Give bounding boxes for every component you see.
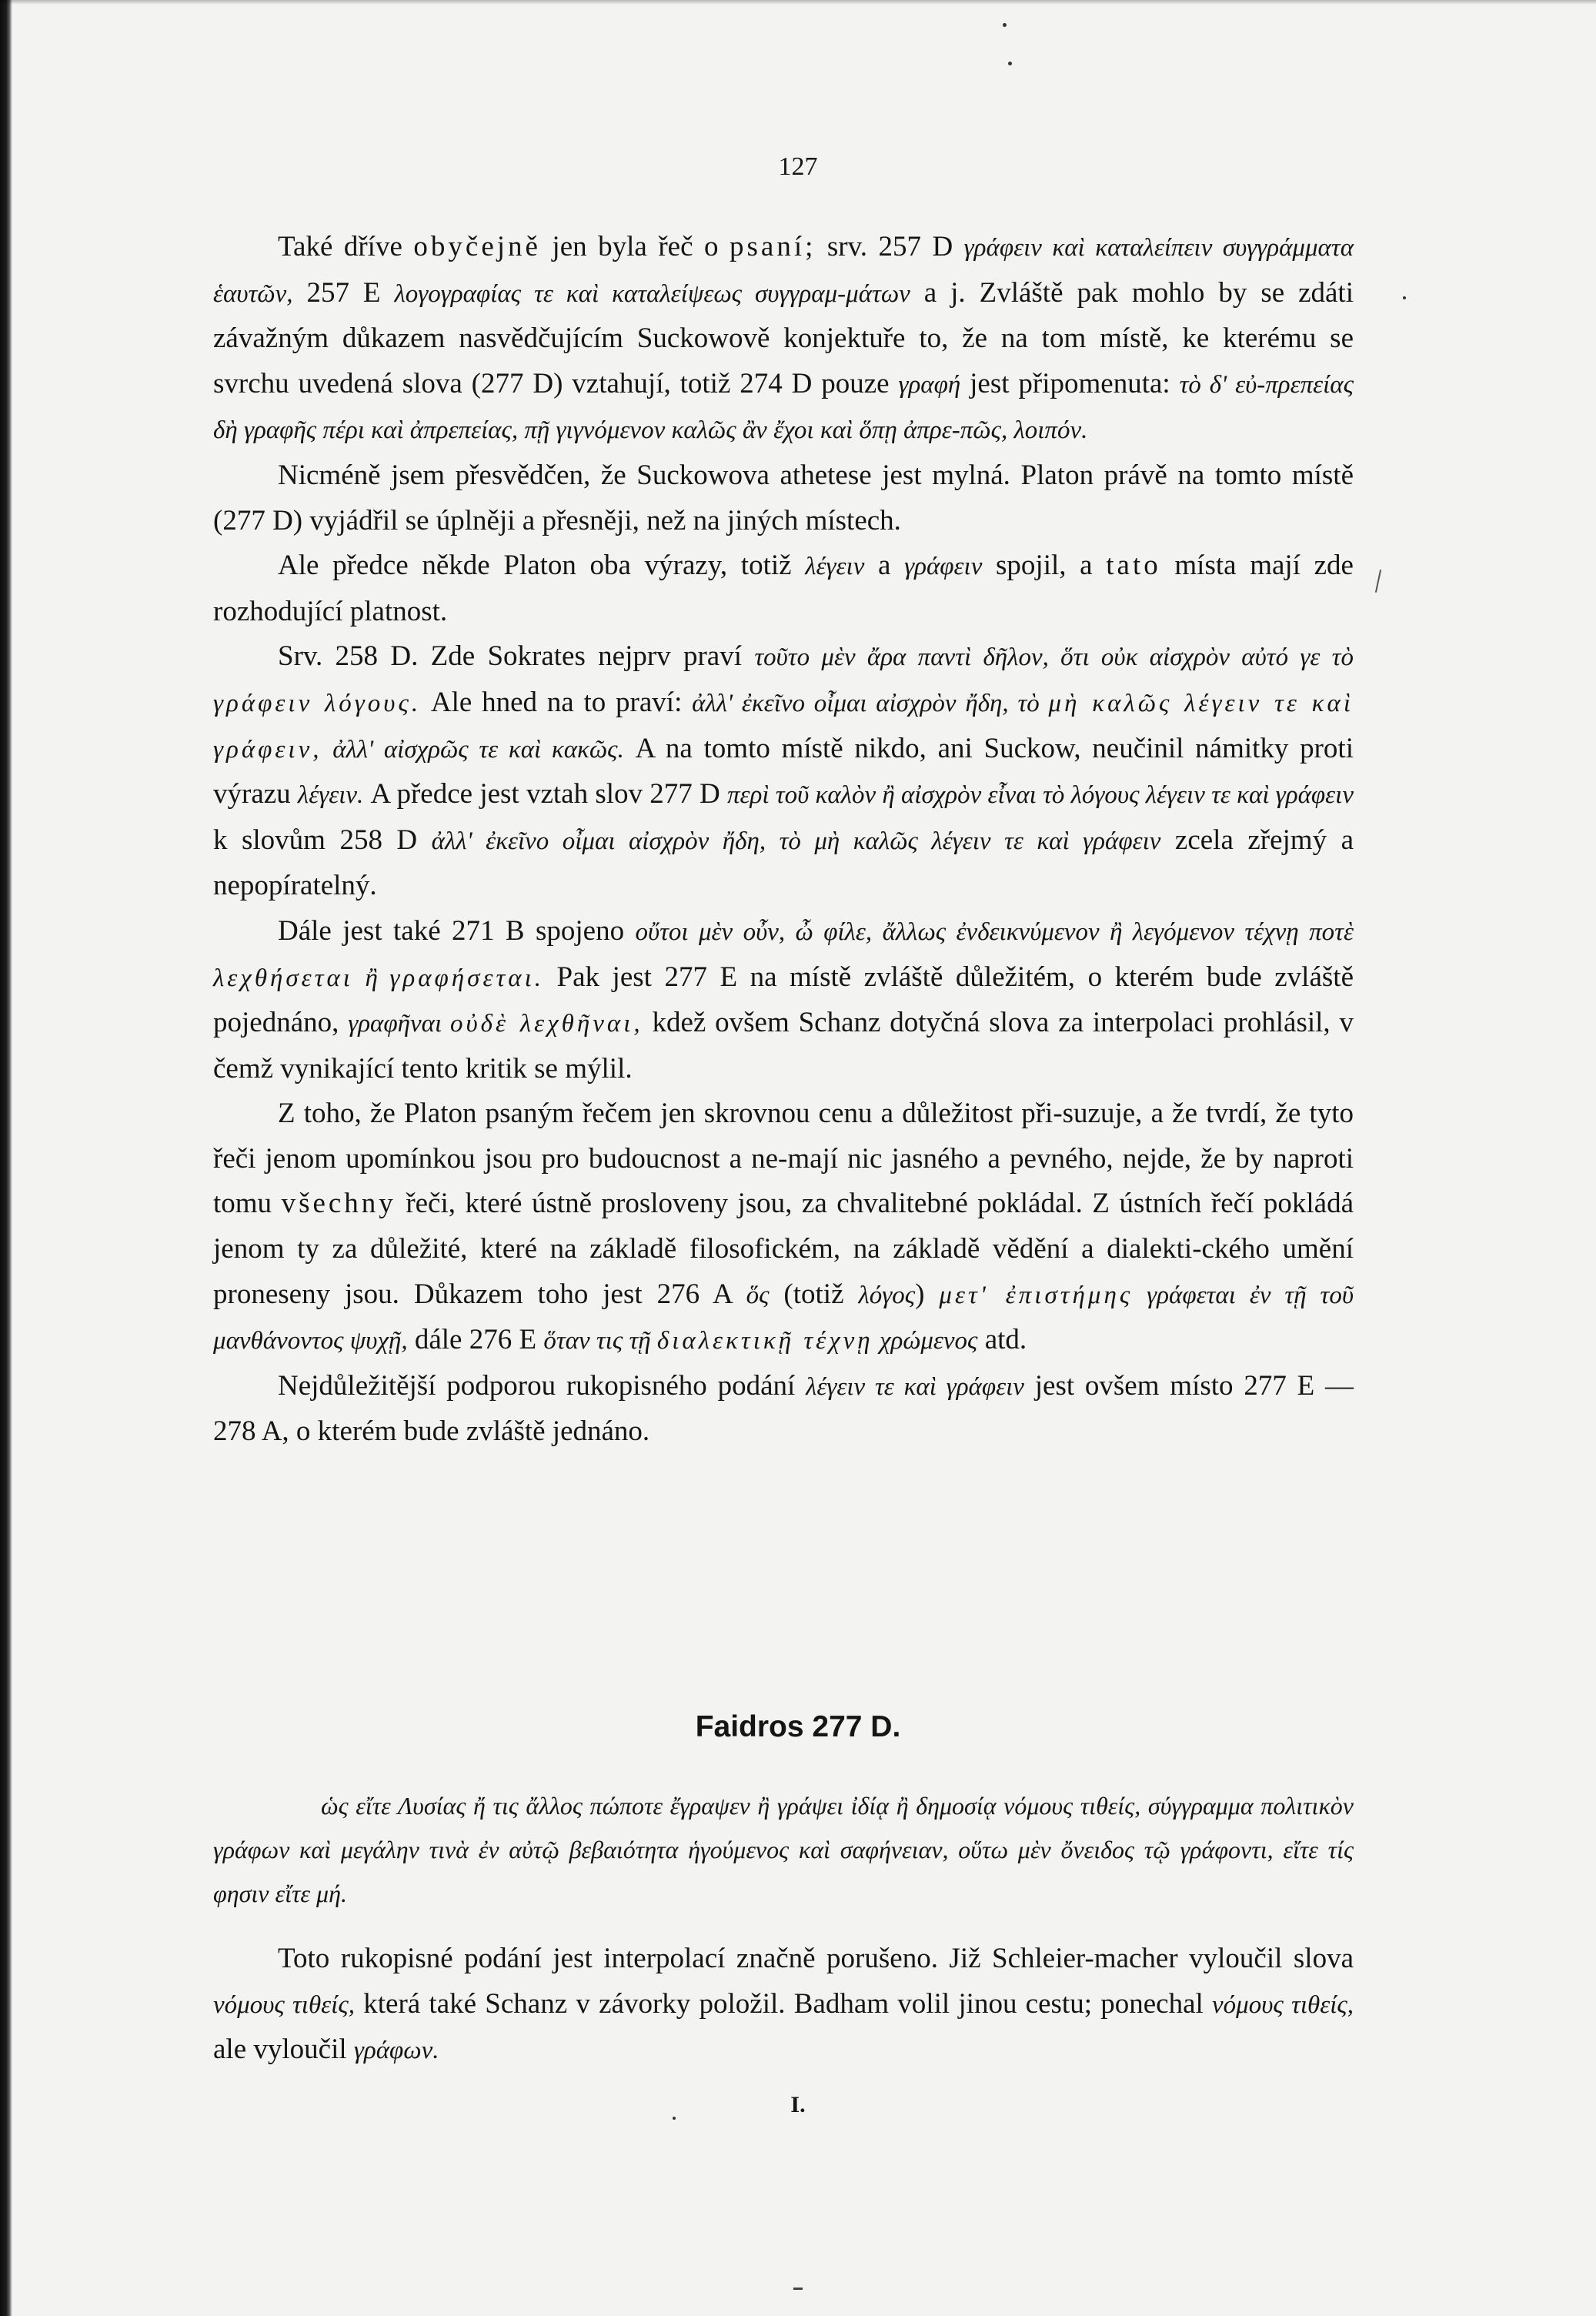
text-run: jest připomenuta: [960,367,1180,399]
page-number: 127 [778,152,818,181]
text-run: a j. Zvláště pak mohlo by se zdáti závažným důkazem nasvědčujícím Suckowově konjektuře to, že na tom místě, ke kterému se svrchu uvedená slova (277 D) vztahují, totiž 274 D pouze [213,276,1354,399]
greek-phrase: νόμους τιθείς, [1212,1990,1354,2019]
text-run: Toto rukopisné podání jest interpolací značně porušeno. Již Schleier-macher vyloučil slova [278,1943,1354,1974]
scan-dash-mark [793,2288,803,2290]
text-run: Ale předce někde Platon oba výrazy, totiž [278,550,806,582]
text-run: Nicméně jsem přesvědčen, že Suckowova athetese jest mylná. Platon právě na tomto místě (277 D) vyjádřil se úplněji a přesněji, než na jiných místech. [213,459,1354,536]
text-run: 257 E [292,276,395,309]
text-run: jest ovšem místo 277 E — 278 A, o kterém bude zvláště jednáno. [213,1369,1354,1448]
text-run: která také Schanz v závorky položil. Badham volil jinou cestu; ponechal [355,1987,1213,2020]
scan-speck [1008,62,1012,65]
text-run: A předce jest vztah slov 277 D [363,778,727,810]
greek-phrase: τὸ δ' εὐ-πρεπείας δὴ γραφῆς πέρι καὶ ἀπρεπείας, πῇ γιγνόμενον καλῶς ἂν ἔχοι καὶ ὅπῃ ἀπρε-πῶς, λοιπόν. [213,370,1354,445]
text-run: Srv. 258 D. Zde Sokrates nejprv praví [278,640,755,673]
greek-phrase: λόγος [858,1281,916,1309]
text-run: tato [1106,550,1161,582]
text-run: k slovům 258 D [213,824,432,856]
greek-phrase: λογογραφίας τε καὶ καταλείψεως συγγραμ-μάτων [394,279,910,308]
paragraph [213,1091,1354,1364]
greek-phrase: λέγειν [805,553,865,581]
greek-phrase: λέγειν. [297,781,364,810]
text-run: kdež ovšem Schanz dotyčná slova za interpolaci prohlásil, v čemž vynikající tento kritik se mýlil. [213,1007,1354,1084]
paragraph [213,543,1354,634]
greek-phrase: γραφή [898,370,961,399]
paragraph [213,453,1354,543]
text-run: dále 276 E [407,1324,544,1356]
paragraph [213,909,1354,1091]
scan-left-edge [0,0,12,2316]
text-run: (totiž [769,1278,859,1310]
greek-phrase: γραφήσεται. [389,964,545,992]
text-run: psaní; [730,231,816,262]
greek-phrase: γράφειν [904,553,983,581]
greek-phrase: γράφων. [353,2037,439,2065]
greek-phrase: γραφῆναι [348,1010,450,1038]
paragraph [213,225,1354,453]
greek-phrase: γράφεται ἐν τῇ τοῦ μανθάνοντος ψυχῇ, [213,1281,1354,1355]
text-run: zcela zřejmý a nepopíratelný. [213,824,1354,902]
text-run: Dále jest také 271 B spojeno [278,914,636,947]
text-run: řeči, které ústně prosloveny jsou, za chvalitebné pokládal. Z ústních řečí pokládá jenom ty za důležité, které na základě filosofickém, na základě vědění a dialekti-ckého umění proneseny jsou. Důkazem toho jest 276 A [213,1188,1354,1310]
text-run: místa mají zde rozhodující platnost. [213,550,1354,627]
greek-phrase: χρώμενος [873,1327,978,1355]
paragraph [213,634,1354,909]
text-run: obyčejně [413,231,541,262]
scan-top-shadow [0,0,1596,5]
greek-quotation: ὡς εἴτε Λυσίας ἤ τις ἄλλος πώποτε ἔγραψεν ἢ γράψει ἰδίᾳ ἢ δημοσίᾳ νόμους τιθείς, σύγγραμμα πολιτικὸν γράφων καὶ μεγάλην τινὰ ἐν αὐτῷ βεβαιότητα ἡγούμενος καὶ σαφήνειαν, οὕτω μὲν ὄνειδος τῷ γράφοντι, εἴτε τίς φησιν εἴτε μή. [213,1792,1354,1907]
text-run: a [864,550,905,582]
paragraph [213,1364,1354,1455]
greek-phrase: ἀλλ' αἰσχρῶς τε καὶ κακῶς. [322,735,624,764]
scan-speck [1003,23,1007,27]
greek-phrase: γράφειν λόγους. [213,689,422,717]
greek-phrase: νόμους τιθείς, [213,1990,355,2019]
section-title: Faidros 277 D. [695,1710,901,1743]
greek-phrase: μὴ καλῶς λέγειν τε καὶ γράφειν, [213,689,1354,764]
signature-mark: I. [790,2092,806,2117]
text-run: atd. [977,1324,1027,1356]
greek-phrase: ἀλλ' ἐκεῖνο οἶμαι αἰσχρὸν ἤδη, τὸ [692,689,1049,717]
text-run: jen byla řeč o [540,231,730,262]
text-run: srv. 257 D [816,231,964,262]
scan-speck [1403,296,1406,299]
greek-phrase: λέγειν τε καὶ γράφειν [806,1372,1024,1401]
greek-phrase: ἀλλ' ἐκεῖνο οἶμαι αἰσχρὸν ἤδη, τὸ μὴ καλῶς λέγειν τε καὶ γράφειν [431,827,1161,855]
text-run: A na tomto místě nikdo, ani Suckow, neučinil námitky proti výrazu [213,732,1354,810]
greek-phrase: γράφειν καὶ καταλείπειν συγγράμματα ἑαυτῶν, [213,234,1354,308]
text-run: Z toho, že Platon psaným řečem jen skrovnou cenu a důležitost při-suzuje, a že tvrdí, že tyto řeči jenom upomínkou jsou pro budoucnost a ne-mají nic jasného a pevného, nejde, že by naproti tomu [213,1098,1354,1220]
text-run: ) [915,1278,940,1310]
text-run: všechny [281,1188,396,1220]
greek-phrase: διαλεκτικῇ τέχνῃ [656,1327,873,1355]
greek-phrase: λεχθήσεται [213,964,353,992]
text-run: Nejdůležitější podporou rukopisného podání [278,1369,806,1402]
paragraph [213,1937,1354,2074]
greek-phrase: οὐδὲ λεχθῆναι, [450,1010,643,1038]
greek-phrase: οὔτοι μὲν οὖν, ὦ φίλε, ἄλλως ἐνδεικνύμενον ἢ λεγόμενον τέχνῃ ποτὲ [635,917,1354,946]
greek-phrase: ἢ [352,964,390,992]
closing-text-block [213,1937,1354,2074]
greek-phrase: περὶ τοῦ καλὸν ἢ αἰσχρὸν εἶναι τὸ λόγους λέγειν τε καὶ γράφειν [727,781,1354,810]
main-text-block [213,225,1354,1455]
margin-pencil-mark [1375,570,1381,593]
text-run: Také dříve [278,231,414,262]
text-run: spojil, a [982,550,1107,582]
greek-phrase: ὅταν τις τῇ [543,1327,657,1355]
text-run: ale vyloučil [213,2034,354,2066]
scan-speck [673,2117,676,2120]
text-run: Ale hned na to praví: [421,686,693,718]
greek-phrase: μετ' ἐπιστήμης [939,1281,1134,1309]
text-run: Pak jest 277 E na místě zvláště důležitém, o kterém bude zvláště pojednáno, [213,961,1354,1039]
greek-phrase: ὅς [746,1281,770,1309]
greek-phrase: τοῦτο μὲν ἄρα παντὶ δῆλον, ὅτι οὐκ αἰσχρὸν αὐτό γε τὸ [754,643,1354,672]
